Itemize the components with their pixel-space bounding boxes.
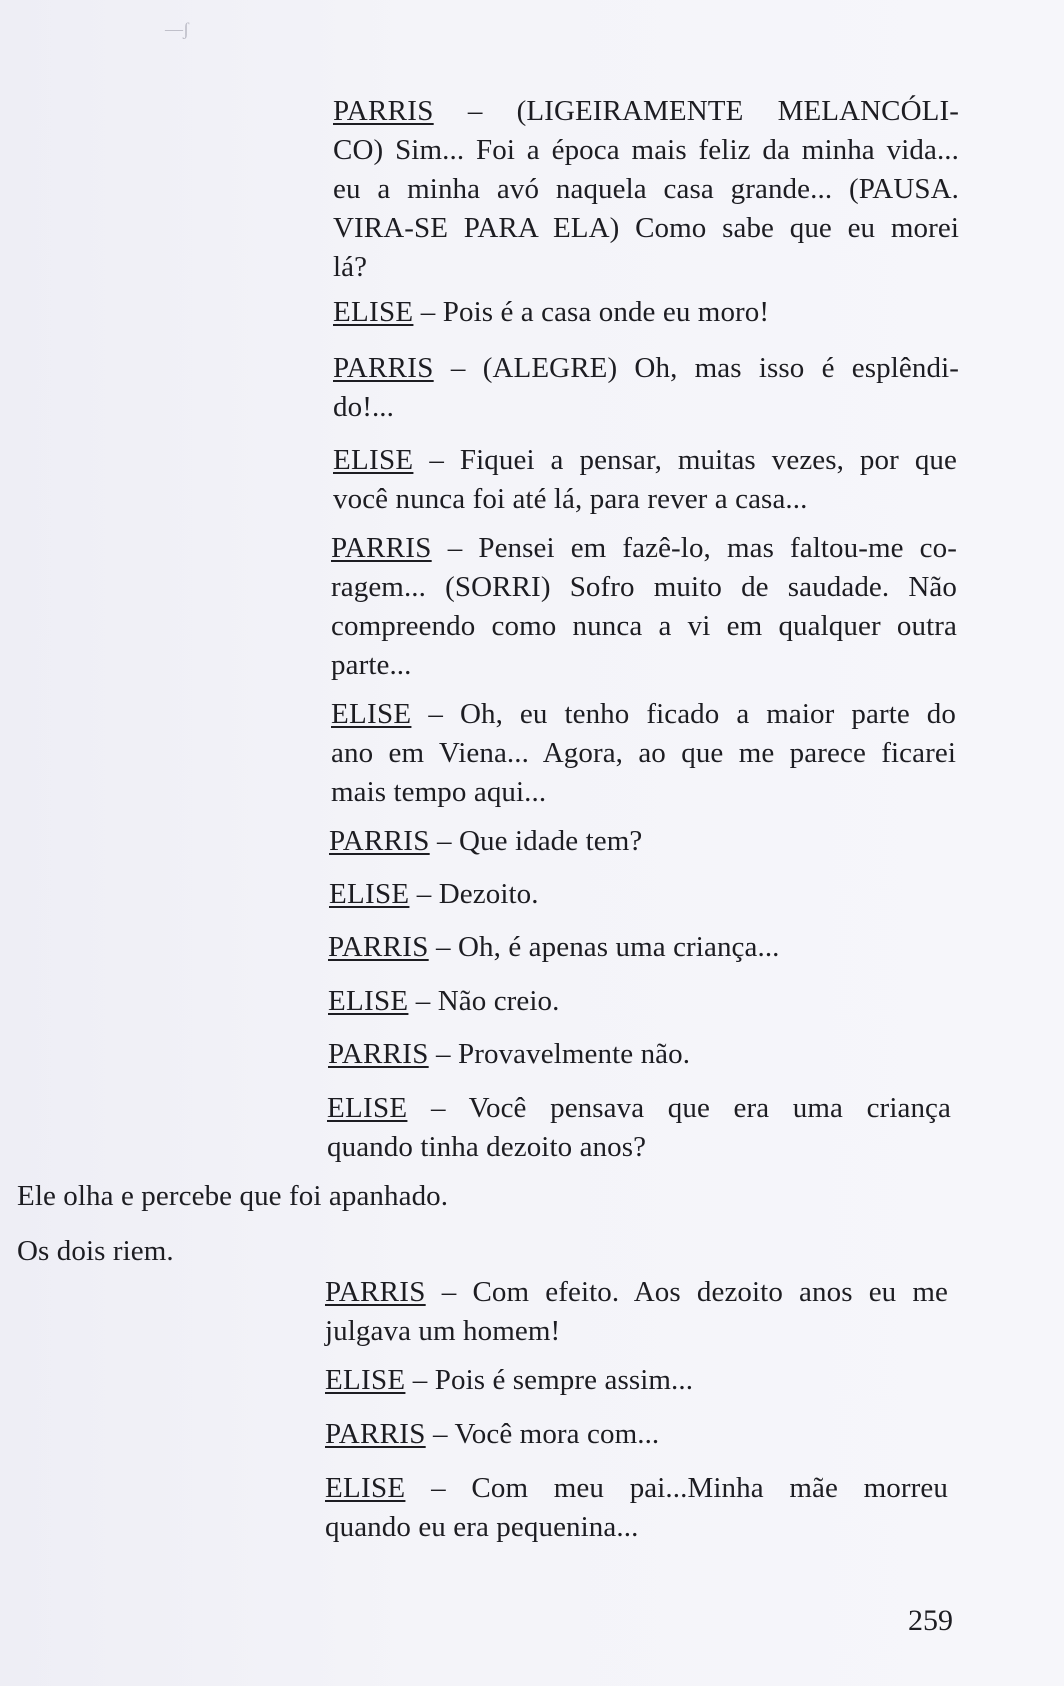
speaker-name: ELISE — [325, 1364, 406, 1396]
dialogue-line: CO) Sim... Foi a época mais feliz da minha vida... — [333, 134, 959, 166]
dialogue-text: – Você mora com... — [425, 1418, 660, 1450]
dialogue-line: VIRA-SE PARA ELA) Como sabe que eu morei — [333, 212, 959, 244]
dialogue-line — [331, 695, 956, 733]
speaker-name: PARRIS — [328, 931, 429, 963]
dialogue-line — [329, 822, 642, 860]
dialogue-line — [333, 441, 957, 479]
dialogue-text: – (LIGEIRAMENTE MELANCÓLI- — [433, 95, 959, 127]
dialogue-line — [333, 92, 959, 130]
speaker-name: ELISE — [328, 985, 409, 1017]
speaker-name: ELISE — [329, 878, 410, 910]
speaker-name: PARRIS — [331, 532, 432, 564]
dialogue-line: mais tempo aqui... — [331, 776, 547, 808]
speaker-name: ELISE — [333, 296, 414, 328]
dialogue-text: – Oh, eu tenho ficado a maior parte do — [411, 698, 956, 730]
dialogue-line — [325, 1469, 948, 1507]
dialogue-text: – Oh, é apenas uma criança... — [428, 931, 780, 963]
speaker-name: PARRIS — [325, 1276, 426, 1308]
dialogue-text: – Pois é sempre assim... — [405, 1364, 694, 1396]
margin-mark: —ʃ — [165, 19, 189, 39]
dialogue-line: compreendo como nunca a vi em qualquer outra — [331, 610, 957, 642]
page-number: 259 — [908, 1604, 953, 1637]
dialogue-text: – Pois é a casa onde eu moro! — [413, 296, 770, 328]
dialogue-line: parte... — [331, 649, 412, 681]
stage-direction: Os dois riem. — [17, 1235, 174, 1267]
dialogue-line: quando eu era pequenina... — [325, 1511, 639, 1543]
dialogue-text: – (ALEGRE) Oh, mas isso é esplêndi- — [433, 352, 959, 384]
dialogue-text: – Você pensava que era uma criança — [407, 1092, 951, 1124]
dialogue-text: – Com efeito. Aos dezoito anos eu me — [425, 1276, 948, 1308]
dialogue-line — [333, 349, 959, 387]
dialogue-line: eu a minha avó naquela casa grande... (PAUSA. — [333, 173, 959, 205]
speaker-name: PARRIS — [333, 352, 434, 384]
dialogue-line — [331, 529, 957, 567]
dialogue-line — [325, 1273, 948, 1311]
dialogue-line: ragem... (SORRI) Sofro muito de saudade. Não — [331, 571, 957, 603]
speaker-name: PARRIS — [328, 1038, 429, 1070]
speaker-name: ELISE — [331, 698, 412, 730]
dialogue-line — [328, 928, 780, 966]
speaker-name: ELISE — [327, 1092, 408, 1124]
dialogue-line: do!... — [333, 391, 395, 423]
speaker-name: PARRIS — [329, 825, 430, 857]
dialogue-line: julgava um homem! — [325, 1315, 561, 1347]
dialogue-line — [329, 875, 539, 913]
dialogue-line: ano em Viena... Agora, ao que me parece ficarei — [331, 737, 956, 769]
dialogue-text: – Com meu pai...Minha mãe morreu — [405, 1472, 948, 1504]
dialogue-line — [328, 982, 560, 1020]
dialogue-line: quando tinha dezoito anos? — [327, 1131, 647, 1163]
dialogue-line: você nunca foi até lá, para rever a casa... — [333, 483, 808, 515]
dialogue-line — [328, 1035, 690, 1073]
dialogue-text: – Fiquei a pensar, muitas vezes, por que — [413, 444, 957, 476]
speaker-name: ELISE — [325, 1472, 406, 1504]
dialogue-line: lá? — [333, 251, 368, 283]
dialogue-line — [325, 1361, 693, 1399]
dialogue-line — [327, 1089, 951, 1127]
dialogue-text: – Que idade tem? — [429, 825, 643, 857]
speaker-name: PARRIS — [325, 1418, 426, 1450]
speaker-name: ELISE — [333, 444, 414, 476]
dialogue-line — [325, 1415, 659, 1453]
stage-direction: Ele olha e percebe que foi apanhado. — [17, 1180, 449, 1212]
dialogue-text: – Não creio. — [408, 985, 560, 1017]
dialogue-line — [333, 293, 769, 331]
dialogue-text: – Provavelmente não. — [428, 1038, 691, 1070]
speaker-name: PARRIS — [333, 95, 434, 127]
dialogue-text: – Pensei em fazê-lo, mas faltou-me co- — [431, 532, 957, 564]
dialogue-text: – Dezoito. — [409, 878, 539, 910]
